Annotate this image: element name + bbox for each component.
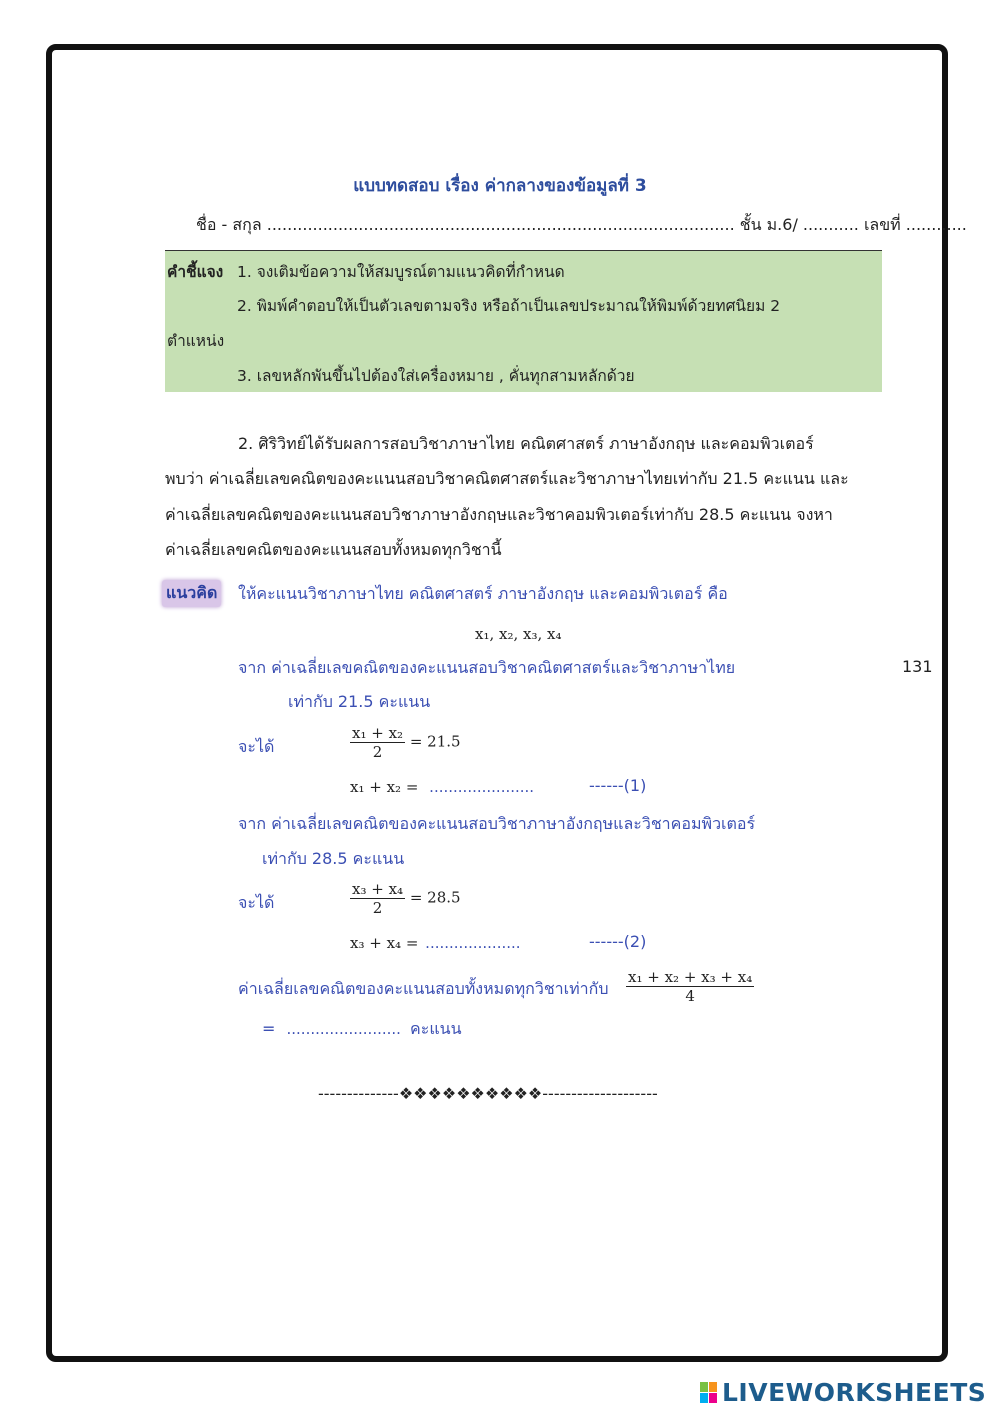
instruction-2-continued: ตำแหน่ง — [167, 332, 225, 350]
concept-intro: ให้คะแนนวิชาภาษาไทย คณิตศาสตร์ ภาษาอังกฤษ และคอมพิวเตอร์ คือ — [238, 584, 728, 603]
instructions-label: คำชี้แจง — [167, 263, 224, 281]
sum-1-line — [350, 778, 534, 796]
variables-list: x₁, x₂, x₃, x₄ — [475, 625, 562, 643]
total-fraction — [626, 968, 754, 1005]
answer-unit: คะแนน — [410, 1019, 462, 1038]
page-number: 131 — [902, 657, 933, 676]
worksheet-title: แบบทดสอบ เรื่อง ค่ากลางของข้อมูลที่ 3 — [353, 176, 647, 196]
eq2-rhs: = 28.5 — [409, 888, 461, 907]
problem-line-3: ค่าเฉลี่ยเลขคณิตของคะแนนสอบวิชาภาษาอังกฤษและวิชาคอมพิวเตอร์เท่ากับ 28.5 คะแนน จงหา — [165, 505, 833, 524]
instruction-3: 3. เลขหลักพันขึ้นไปต้องใส่เครื่องหมาย , คั่นทุกสามหลักด้วย — [237, 367, 635, 385]
from-statement-1-cont: เท่ากับ 21.5 คะแนน — [288, 692, 431, 711]
eq2-numerator: x₃ + x₄ — [352, 880, 404, 898]
equation-1 — [350, 724, 461, 761]
instruction-2: 2. พิมพ์คำตอบให้เป็นตัวเลขตามจริง หรือถ้าเป็นเลขประมาณให้พิมพ์ด้วยทศนิยม 2 — [237, 297, 781, 315]
from-statement-2-cont: เท่ากับ 28.5 คะแนน — [262, 849, 405, 868]
total-mean-text: ค่าเฉลี่ยเลขคณิตของคะแนนสอบทั้งหมดทุกวิชาเท่ากับ — [238, 979, 609, 998]
eq1-numerator: x₁ + x₂ — [352, 724, 404, 742]
problem-line-2: พบว่า ค่าเฉลี่ยเลขคณิตของคะแนนสอบวิชาคณิตศาสตร์และวิชาภาษาไทยเท่ากับ 21.5 คะแนน และ — [165, 469, 849, 488]
answer-equals: = — [262, 1019, 276, 1038]
ornamental-divider: --------------❖❖❖❖❖❖❖❖❖❖-------------------- — [318, 1084, 658, 1103]
eq1-rhs: = 21.5 — [409, 732, 461, 751]
page-border — [46, 44, 948, 1362]
eq2-denominator: 2 — [372, 899, 383, 917]
name-class-number-line: ชื่อ - สกุล ............................................................................................ ชั้น ม.6/ ........... เลขที่ ............ — [196, 215, 967, 234]
liveworksheets-logo-icon — [700, 1382, 718, 1406]
sum-2-line — [350, 934, 521, 952]
get-label-1: จะได้ — [238, 737, 275, 756]
final-answer-line — [262, 1017, 462, 1042]
instructions-box — [165, 250, 882, 392]
problem-line-4: ค่าเฉลี่ยเลขคณิตของคะแนนสอบทั้งหมดทุกวิชานี้ — [165, 540, 502, 559]
instruction-1: 1. จงเติมข้อความให้สมบูรณ์ตามแนวคิดที่กำหนด — [237, 263, 565, 281]
sum1-answer-blank[interactable]: ...................... — [429, 778, 535, 796]
sum2-answer-blank[interactable]: .................... — [425, 934, 521, 952]
equation-2 — [350, 880, 461, 917]
concept-label: แนวคิด — [162, 580, 221, 607]
total-denominator: 4 — [685, 987, 695, 1005]
total-numerator: x₁ + x₂ + x₃ + x₄ — [628, 968, 753, 986]
sum-2-ref: ------(2) — [589, 932, 647, 951]
final-answer-blank[interactable]: ........................ — [286, 1020, 401, 1038]
sum2-lhs: x₃ + x₄ = — [350, 934, 419, 952]
from-statement-2: จาก ค่าเฉลี่ยเลขคณิตของคะแนนสอบวิชาภาษาอังกฤษและวิชาคอมพิวเตอร์ — [238, 814, 756, 833]
eq1-denominator: 2 — [372, 743, 383, 761]
problem-line-1: 2. ศิริวิทย์ได้รับผลการสอบวิชาภาษาไทย คณิตศาสตร์ ภาษาอังกฤษ และคอมพิวเตอร์ — [238, 434, 814, 453]
liveworksheets-logo: LIVEWORKSHEETS — [722, 1378, 987, 1407]
from-statement-1: จาก ค่าเฉลี่ยเลขคณิตของคะแนนสอบวิชาคณิตศาสตร์และวิชาภาษาไทย — [238, 658, 736, 677]
sum1-lhs: x₁ + x₂ = — [350, 778, 419, 796]
sum-1-ref: ------(1) — [589, 776, 647, 795]
get-label-2: จะได้ — [238, 893, 275, 912]
